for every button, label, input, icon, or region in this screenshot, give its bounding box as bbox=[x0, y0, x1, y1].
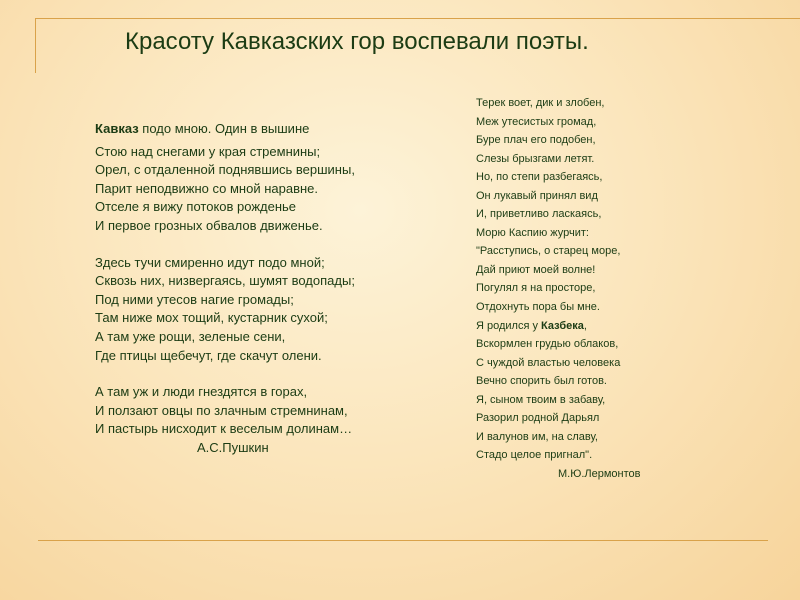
poem-line: Отдохнуть пора бы мне. bbox=[476, 301, 600, 314]
poem-line: Погулял я на просторе, bbox=[476, 282, 596, 295]
poem-line: Дай приют моей волне! bbox=[476, 263, 596, 276]
poem-line: Там ниже мох тощий, кустарник сухой; bbox=[95, 310, 328, 326]
poem-line: Буре плач его подобен, bbox=[476, 134, 596, 147]
poem-line-text: , bbox=[583, 319, 587, 332]
poem-line: Морю Каспию журчит: bbox=[476, 226, 589, 239]
poem-line: И валунов им, на славу, bbox=[476, 430, 598, 443]
poem-line: Стою над снегами у края стремнины; bbox=[95, 143, 321, 159]
poem-line: И первое грозных обвалов движенье. bbox=[95, 217, 323, 233]
slide-title: Красоту Кавказских гор воспевали поэты. bbox=[125, 28, 589, 55]
poem-line-text: подо мною. Один в вышине bbox=[138, 121, 310, 136]
poem-line: "Расступись, о старец море, bbox=[476, 245, 621, 258]
frame-left-line bbox=[35, 18, 36, 73]
highlight-word: Казбека bbox=[541, 319, 584, 332]
poem-line: Сквозь них, низвергаясь, шумят водопады; bbox=[95, 273, 355, 289]
poem-line: Стадо целое пригнал". bbox=[476, 449, 593, 462]
poem-line: Под ними утесов нагие громады; bbox=[95, 291, 294, 307]
pushkin-poem bbox=[95, 120, 355, 457]
frame-top-line bbox=[35, 18, 800, 19]
highlight-word: Кавказ bbox=[95, 121, 139, 136]
poem-line-text: Я родился у bbox=[476, 319, 542, 332]
poem-line: Вечно спорить был готов. bbox=[476, 375, 607, 388]
pushkin-stanza-1 bbox=[95, 120, 355, 236]
poem-line: Где птицы щебечут, где скачут олени. bbox=[95, 347, 322, 363]
poem-line: Но, по степи разбегаясь, bbox=[476, 171, 603, 184]
poem-line: Меж утесистых громад, bbox=[476, 115, 597, 128]
lermontov-author: М.Ю.Лермонтов bbox=[558, 467, 641, 480]
poem-line: И ползают овцы по злачным стремнинам, bbox=[95, 402, 348, 418]
pushkin-author: А.С.Пушкин bbox=[197, 439, 269, 455]
poem-line: И пастырь нисходит к веселым долинам… bbox=[95, 421, 353, 437]
poem-line: Он лукавый принял вид bbox=[476, 189, 598, 202]
frame-bottom-line bbox=[38, 540, 768, 541]
lermontov-poem bbox=[476, 94, 640, 483]
poem-line: А там уж и люди гнездятся в горах, bbox=[95, 384, 308, 400]
poem-line: И, приветливо ласкаясь, bbox=[476, 208, 602, 221]
poem-line: Терек воет, дик и злобен, bbox=[476, 97, 605, 109]
poem-line: Вскормлен грудью облаков, bbox=[476, 338, 619, 351]
poem-line: Слезы брызгами летят. bbox=[476, 152, 595, 165]
poem-line: Разорил родной Дарьял bbox=[476, 412, 600, 425]
poem-line: А там уже рощи, зеленые сени, bbox=[95, 328, 286, 344]
poem-line: Здесь тучи смиренно идут подо мной; bbox=[95, 254, 325, 270]
poem-line: С чуждой властью человека bbox=[476, 356, 621, 369]
poem-line: Орел, с отдаленной поднявшись вершины, bbox=[95, 162, 355, 178]
poem-line bbox=[95, 120, 355, 139]
poem-line: Парит неподвижно со мной наравне. bbox=[95, 180, 318, 196]
poem-line bbox=[476, 317, 640, 336]
poem-line: Отселе я вижу потоков рожденье bbox=[95, 199, 297, 215]
poem-line: Я, сыном твоим в забаву, bbox=[476, 393, 606, 406]
pushkin-stanza-2 bbox=[95, 254, 355, 366]
pushkin-stanza-3 bbox=[95, 383, 355, 439]
